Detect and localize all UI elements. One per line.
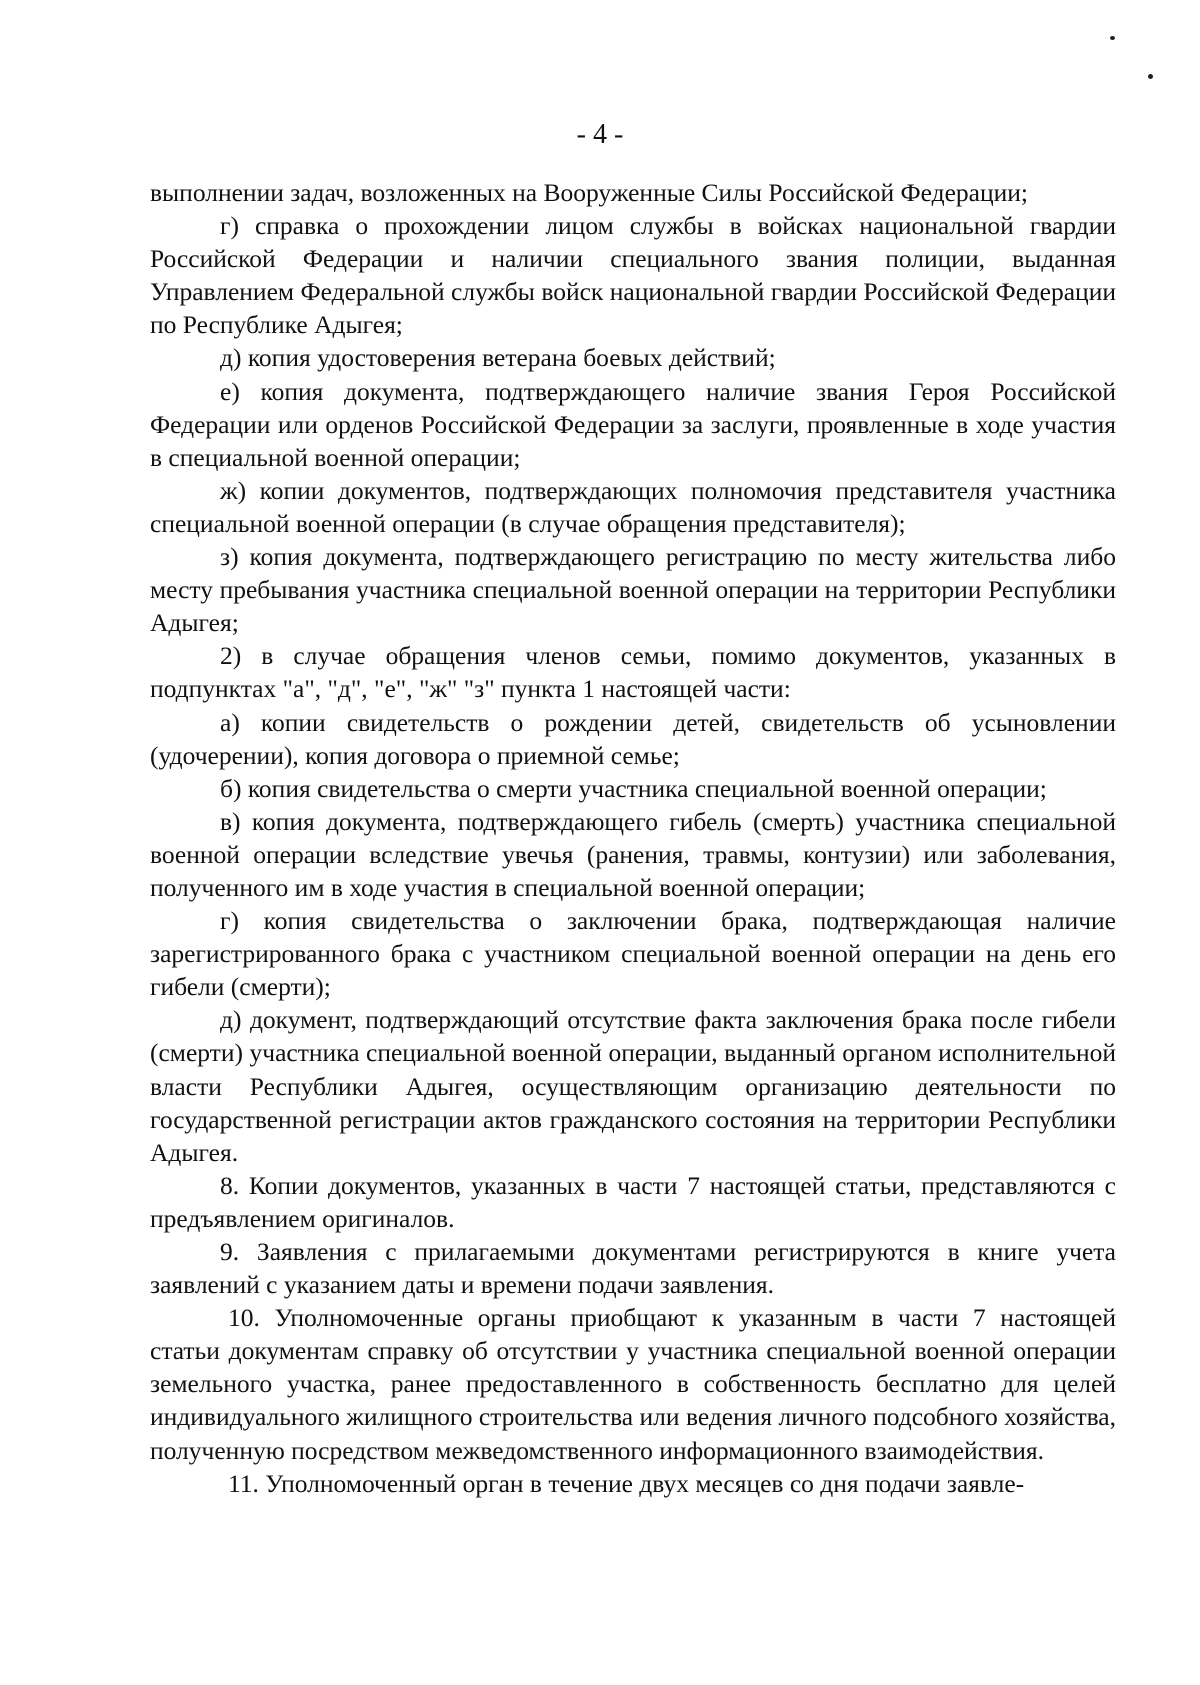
- paragraph-part-9: 9. Заявления с прилагаемыми документами регистрируются в книге учета заявлений с указанием даты и времени подачи заявления.: [150, 1237, 1116, 1300]
- paragraph-item-d: д) копия удостоверения ветерана боевых действий;: [220, 343, 776, 373]
- paragraph-item-b: б) копия свидетельства о смерти участника специальной военной операции;: [220, 773, 1047, 803]
- paragraph-part-10: 10. Уполномоченные органы приобщают к указанным в части 7 настоящей статьи документам справку об отсутствии у участника специальной военной операции земельного участка, ранее предоставленного в собственность бесплатно для целей индивидуального жилищного строительства или ведения личного подсобного хозяйства, полученную посредством межведомственного информационного взаимодействия.: [150, 1303, 1116, 1465]
- paragraph-part-8: 8. Копии документов, указанных в части 7 настоящей статьи, представляются с предъявлением оригиналов.: [150, 1170, 1116, 1233]
- paragraph-item-z: з) копия документа, подтверждающего регистрацию по месту жительства либо месту пребывания участника специальной военной операции на территории Республики Адыгея;: [150, 542, 1116, 638]
- page-number: - 4 -: [576, 119, 624, 150]
- paragraph-item-g: г) справка о прохождении лицом службы в войсках национальной гвардии Российской Федерации и наличии специального звания полиции, выданная Управлением Федеральной службы войск национальной гвардии Российской Федерации по Республике Адыгея;: [150, 211, 1116, 340]
- paragraph-point-2: 2) в случае обращения членов семьи, помимо документов, указанных в подпунктах "а", "д", "е", "ж" "з" пункта 1 настоящей части:: [150, 641, 1116, 704]
- paragraph-continuation: выполнении задач, возложенных на Вооруженные Силы Российской Федерации;: [150, 178, 1028, 207]
- document-body: [150, 176, 1116, 1500]
- paragraph-item-e: е) копия документа, подтверждающего наличие звания Героя Российской Федерации или орденов Российской Федерации за заслуги, проявленные в ходе участия в специальной военной операции;: [150, 376, 1116, 472]
- paragraph-item-g-2: г) копия свидетельства о заключении брака, подтверждающая наличие зарегистрированного брака с участником специальной военной операции на день его гибели (смерти);: [150, 906, 1116, 1002]
- paragraph-item-a: а) копии свидетельств о рождении детей, свидетельств об усыновлении (удочерении), копия договора о приемной семье;: [150, 707, 1116, 770]
- paragraph-item-zh: ж) копии документов, подтверждающих полномочия представителя участника специальной военной операции (в случае обращения представителя);: [150, 475, 1116, 538]
- paragraph-item-v: в) копия документа, подтверждающего гибель (смерть) участника специальной военной операции вследствие увечья (ранения, травмы, контузии) или заболевания, полученного им в ходе участия в специальной военной операции;: [150, 806, 1116, 902]
- paragraph-part-11: 11. Уполномоченный орган в течение двух месяцев со дня подачи заявле-: [228, 1468, 1025, 1498]
- scan-speck: [1148, 74, 1153, 79]
- scan-speck: [1110, 36, 1115, 40]
- paragraph-item-d-2: д) документ, подтверждающий отсутствие факта заключения брака после гибели (смерти) участника специальной военной операции, выданный органом исполнительной власти Республики Адыгея, осуществляющим организацию деятельности по государственной регистрации актов гражданского состояния на территории Республики Адыгея.: [150, 1005, 1116, 1167]
